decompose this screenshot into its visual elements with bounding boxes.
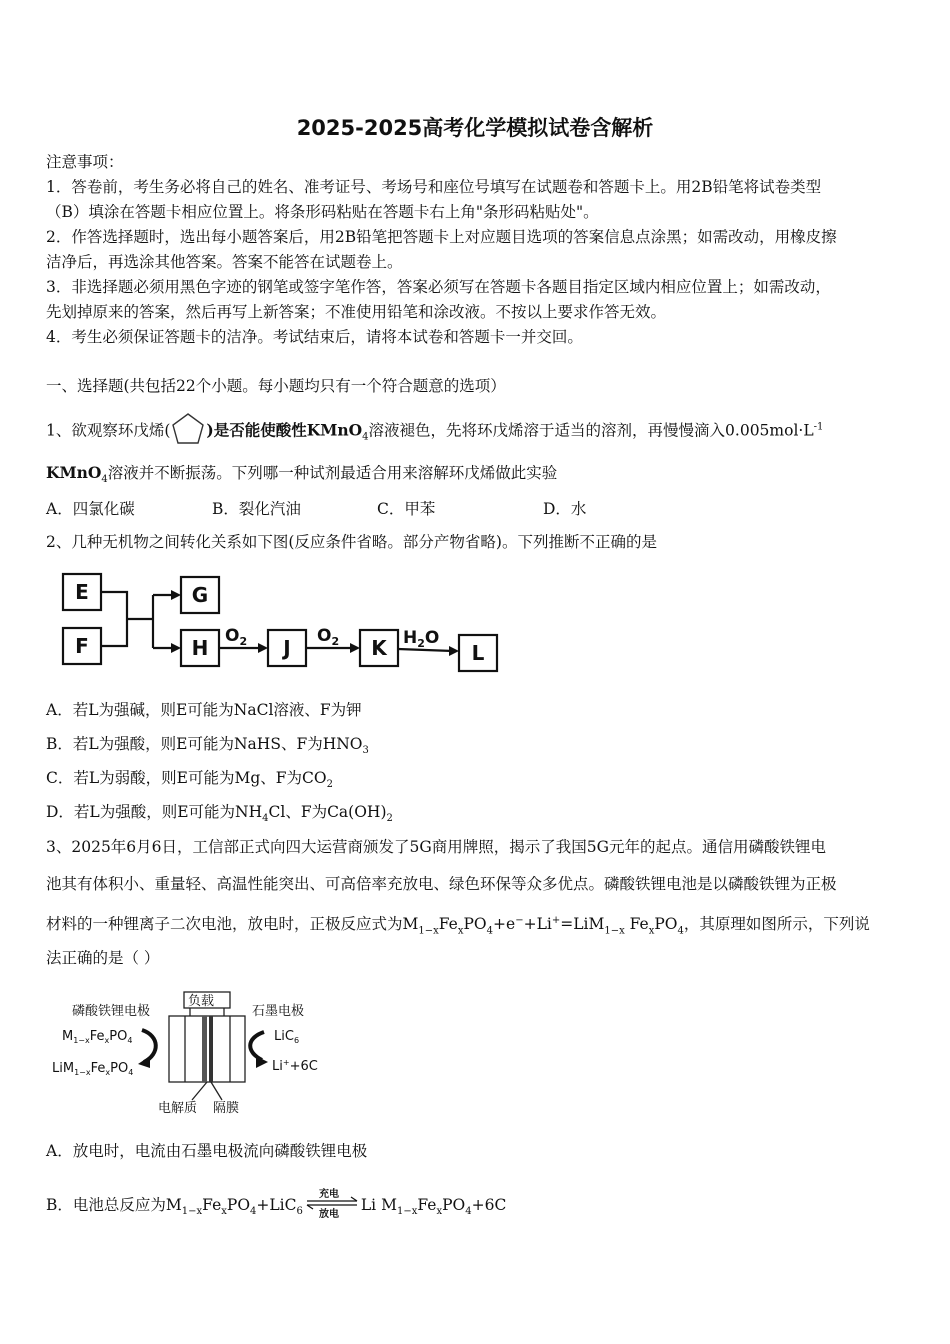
cyclopentene-structure — [170, 412, 206, 451]
membrane-bar — [209, 1016, 213, 1082]
node-h: H — [191, 636, 209, 660]
q3-option-b: B．电池总反应为$M_{1-x}Fe_xPO_4+LiC_6$ 充电 放电 Li $M_{1-x}Fe_xPO_4+6C$ — [46, 1189, 507, 1218]
q1-option-d: D．水 — [543, 500, 587, 518]
left-electrode-label: 磷酸铁锂电极 — [72, 1004, 151, 1019]
q3-stem-line3: 材料的一种锂离子二次电池，放电时，正极反应式为$M_{1-x}Fe_xPO_4+e^-+Li^+=LiM_{1-x}$ $Fe_xPO_4$，其原理如图所示，下列说 — [46, 915, 870, 937]
q2-option-c: C．若L为弱酸，则E可能为Mg、F为$CO_2$ — [46, 769, 333, 791]
node-j: J — [283, 636, 291, 660]
section-heading: 一、选择题(共包括22个小题。每小题均只有一个符合题意的选项） — [46, 377, 506, 395]
q2-option-a: A．若L为强碱，则E可能为NaCl溶液、F为钾 — [46, 701, 362, 719]
notice-line-2: （B）填涂在答题卡相应位置上。将条形码粘贴在答题卡右上角"条形码粘贴处"。 — [46, 203, 599, 221]
q2-stem: 2、几种无机物之间转化关系如下图(反应条件省略。部分产物省略)。下列推断不正确的是 — [46, 533, 657, 551]
q1-sub4b: 4 — [101, 474, 108, 486]
membrane-label: 隔膜 — [213, 1101, 240, 1116]
left-top-formula: $M_{1-x}Fe_xPO_4$ — [62, 1029, 133, 1045]
notice-line-6: 先划掉原来的答案，然后再写上新答案；不准使用铅笔和涂改液。不按以上要求作答无效。 — [46, 303, 667, 321]
node-g: G — [191, 583, 209, 607]
q3-stem-line1: 3、2025年6月6日，工信部正式向四大运营商颁发了5G商用牌照，揭示了我国5G元年的起点。通信用磷酸铁锂电 — [46, 838, 827, 856]
q1-sup: -1 — [813, 421, 824, 433]
node-e: E — [75, 580, 89, 604]
q1-part2: )是否能使酸性KMnO — [206, 420, 363, 440]
q1-part1: 1、欲观察环戊烯( — [46, 421, 171, 440]
q3-option-a: A．放电时，电流由石墨电极流向磷酸铁锂电极 — [46, 1142, 368, 1160]
q1-stem-line2 — [46, 463, 557, 490]
q2-option-b: B．若L为强酸，则E可能为NaHS、F为$HNO_3$ — [46, 735, 369, 757]
notice-line-5: 3．非选择题必须用黑色字迹的钢笔或签字笔作答，答案必须写在答题卡各题目指定区域内相应位置上；如需改动， — [46, 278, 831, 296]
arrow-label-h2o: $H_2O$ — [403, 628, 440, 650]
discharge-label: 放电 — [318, 1209, 339, 1218]
q1-sub4: 4 — [362, 431, 369, 443]
right-electrode-label: 石墨电极 — [252, 1004, 305, 1019]
q2-conversion-diagram — [55, 565, 515, 680]
q1-option-b: B．裂化汽油 — [212, 500, 301, 518]
load-label: 负载 — [188, 994, 215, 1009]
node-f: F — [75, 634, 89, 658]
left-bottom-formula: $LiM_{1-x}Fe_xPO_4$ — [52, 1061, 134, 1077]
right-top-formula: LiC$_6$ — [274, 1029, 300, 1045]
electrolyte-label: 电解质 — [158, 1101, 198, 1116]
arrow-label-o2-2: $O_2$ — [317, 626, 340, 648]
notice-heading: 注意事项： — [46, 153, 124, 171]
node-l: L — [471, 641, 485, 665]
q1-option-c: C．甲苯 — [377, 500, 436, 518]
right-bottom-formula: Li++6C — [272, 1058, 318, 1074]
notice-line-7: 4．考生必须保证答题卡的洁净。考试结束后，请将本试卷和答题卡一并交回。 — [46, 328, 583, 346]
notice-line-1: 1．答卷前，考生务必将自己的姓名、准考证号、考场号和座位号填写在试题卷和答题卡上。用2B铅笔将试卷类型 — [46, 178, 822, 196]
electrolyte-bar — [202, 1016, 207, 1082]
arrow-label-o2-1: $O_2$ — [225, 626, 248, 648]
notice-line-3: 2．作答选择题时，选出每小题答案后，用2B铅笔把答题卡上对应题目选项的答案信息点涂黑；如需改动，用橡皮擦 — [46, 228, 837, 246]
q3-stem-line4: 法正确的是（ ） — [46, 949, 160, 967]
q3-stem-line2: 池其有体积小、重量轻、高温性能突出、可高倍率充放电、绿色环保等众多优点。磷酸铁锂电池是以磷酸铁锂为正极 — [46, 875, 837, 893]
page-title: 2025-2025高考化学模拟试卷含解析 — [296, 116, 654, 140]
reversible-arrow — [303, 1188, 361, 1218]
q1-kmno4: KMnO — [46, 463, 102, 482]
q1-part3: 溶液褪色，先将环戊烯溶于适当的溶剂，再慢慢滴入0.005mol·L — [368, 421, 814, 440]
q1-stem-line1 — [46, 412, 823, 451]
q1-line2-text: 溶液并不断振荡。下列哪一种试剂最适合用来溶解环戊烯做此实验 — [107, 464, 558, 482]
battery-diagram — [50, 988, 330, 1118]
q1-option-a: A．四氯化碳 — [46, 500, 135, 518]
charge-label: 充电 — [318, 1189, 339, 1200]
q2-option-d: D．若L为强酸，则E可能为$NH_4Cl$、F为$Ca(OH)_2$ — [46, 803, 393, 825]
notice-line-4: 洁净后，再选涂其他答案。答案不能答在试题卷上。 — [46, 253, 403, 271]
node-k: K — [371, 636, 387, 660]
